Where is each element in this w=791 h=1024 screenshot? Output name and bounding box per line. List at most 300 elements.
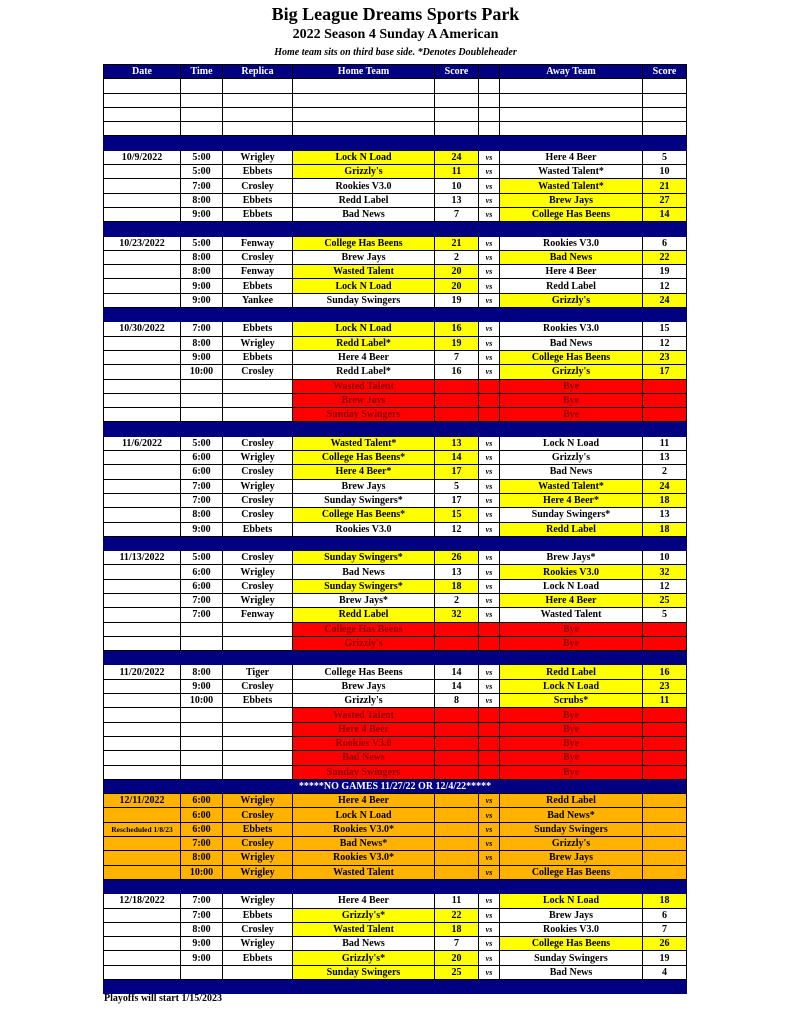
date-cell (104, 79, 181, 93)
time-cell: 7:00 (181, 894, 223, 908)
time-cell (181, 736, 223, 750)
home-score-cell: 5 (435, 479, 479, 493)
date-cell (104, 837, 181, 851)
home-score-cell: 18 (435, 922, 479, 936)
game-row (104, 236, 687, 250)
date-cell: 11/6/2022 (104, 436, 181, 450)
field-cell: Crosley (223, 922, 293, 936)
home-team-cell: College Has Beens* (293, 508, 435, 522)
home-score-cell: 25 (435, 965, 479, 979)
away-score-cell: 11 (643, 694, 687, 708)
time-cell (181, 107, 223, 121)
away-team-cell: Rookies V3.0 (500, 922, 643, 936)
vs-cell: vs (479, 465, 500, 479)
header-home-score-cell: Score (435, 65, 479, 79)
vs-cell: vs (479, 207, 500, 221)
game-row (104, 179, 687, 193)
home-team-cell: Wasted Talent (293, 865, 435, 879)
home-score-cell (435, 79, 479, 93)
home-team-cell: Rookies V3.0 (293, 522, 435, 536)
away-score-cell: 24 (643, 293, 687, 307)
time-cell: 8:00 (181, 193, 223, 207)
away-score-cell: 4 (643, 965, 687, 979)
vs-cell (479, 622, 500, 636)
date-cell: 10/9/2022 (104, 150, 181, 164)
vs-cell: vs (479, 508, 500, 522)
date-cell (104, 951, 181, 965)
vs-cell: vs (479, 179, 500, 193)
away-score-cell: 23 (643, 350, 687, 364)
schedule-table (103, 64, 687, 994)
home-score-cell: 13 (435, 436, 479, 450)
home-score-cell: 14 (435, 665, 479, 679)
header-away-team-cell: Away Team (500, 65, 643, 79)
vs-cell: vs (479, 837, 500, 851)
away-score-cell: 7 (643, 922, 687, 936)
home-team-cell: Bad News (293, 937, 435, 951)
game-row (104, 336, 687, 350)
field-cell: Ebbets (223, 207, 293, 221)
bye-row (104, 393, 687, 407)
date-cell (104, 636, 181, 650)
date-cell (104, 408, 181, 422)
home-team-cell: Sunday Swingers* (293, 493, 435, 507)
away-team-cell: Brew Jays (500, 908, 643, 922)
home-score-cell: 19 (435, 336, 479, 350)
away-team-cell: Lock N Load (500, 579, 643, 593)
home-score-cell: 16 (435, 322, 479, 336)
home-team-cell: Bad News* (293, 837, 435, 851)
field-cell: Crosley (223, 551, 293, 565)
away-team-cell: Rookies V3.0 (500, 236, 643, 250)
field-cell: Wrigley (223, 479, 293, 493)
time-cell: 7:00 (181, 493, 223, 507)
bye-row (104, 636, 687, 650)
home-score-cell (435, 736, 479, 750)
home-team-cell: Sunday Swingers (293, 293, 435, 307)
time-cell (181, 379, 223, 393)
home-score-cell: 20 (435, 279, 479, 293)
time-cell (181, 722, 223, 736)
table-row (104, 93, 687, 107)
away-score-cell: 2 (643, 465, 687, 479)
date-cell (104, 350, 181, 364)
time-cell: 8:00 (181, 250, 223, 264)
away-score-cell: 12 (643, 279, 687, 293)
time-cell: 5:00 (181, 236, 223, 250)
vs-cell: vs (479, 336, 500, 350)
date-cell (104, 265, 181, 279)
home-team-cell: Sunday Swingers* (293, 551, 435, 565)
home-score-cell (435, 408, 479, 422)
vs-cell: vs (479, 493, 500, 507)
date-cell (104, 336, 181, 350)
away-team-cell: Here 4 Beer* (500, 493, 643, 507)
vs-cell: vs (479, 694, 500, 708)
time-cell: 9:00 (181, 350, 223, 364)
home-score-cell (435, 794, 479, 808)
date-cell (104, 93, 181, 107)
game-row (104, 679, 687, 693)
rescheduled-row (104, 851, 687, 865)
away-team-cell: Bye (500, 622, 643, 636)
vs-cell: vs (479, 365, 500, 379)
away-score-cell: 12 (643, 336, 687, 350)
separator-row (104, 308, 687, 322)
home-score-cell (435, 822, 479, 836)
bye-row (104, 751, 687, 765)
away-score-cell: 22 (643, 250, 687, 264)
separator-cell (104, 651, 687, 665)
away-team-cell: Bye (500, 708, 643, 722)
away-team-cell (500, 107, 643, 121)
game-row (104, 565, 687, 579)
separator-cell (104, 980, 687, 994)
page-title: Big League Dreams Sports Park (271, 4, 520, 24)
field-cell: Crosley (223, 508, 293, 522)
field-cell: Wrigley (223, 794, 293, 808)
time-cell: 6:00 (181, 579, 223, 593)
date-cell (104, 293, 181, 307)
home-team-cell: Wasted Talent (293, 922, 435, 936)
away-team-cell: Grizzly's (500, 451, 643, 465)
field-cell: Wrigley (223, 565, 293, 579)
home-team-cell: Here 4 Beer (293, 722, 435, 736)
game-row (104, 522, 687, 536)
away-team-cell: Bye (500, 379, 643, 393)
home-score-cell (435, 751, 479, 765)
time-cell: 8:00 (181, 665, 223, 679)
date-cell (104, 522, 181, 536)
away-score-cell (643, 794, 687, 808)
field-cell: Ebbets (223, 193, 293, 207)
away-score-cell (643, 408, 687, 422)
away-score-cell (643, 722, 687, 736)
game-row (104, 951, 687, 965)
away-score-cell (643, 851, 687, 865)
home-score-cell: 2 (435, 593, 479, 607)
home-team-cell: Here 4 Beer (293, 894, 435, 908)
vs-cell: vs (479, 922, 500, 936)
away-team-cell: Sunday Swingers* (500, 508, 643, 522)
field-cell (223, 622, 293, 636)
away-team-cell (500, 122, 643, 136)
field-cell: Wrigley (223, 865, 293, 879)
away-team-cell: Grizzly's (500, 293, 643, 307)
away-team-cell: Lock N Load (500, 894, 643, 908)
time-cell: 8:00 (181, 336, 223, 350)
field-cell: Ebbets (223, 694, 293, 708)
date-cell (104, 679, 181, 693)
bye-row (104, 765, 687, 779)
time-cell (181, 622, 223, 636)
home-team-cell: Redd Label* (293, 336, 435, 350)
date-cell (104, 107, 181, 121)
time-cell: 7:00 (181, 608, 223, 622)
home-score-cell (435, 93, 479, 107)
date-cell (104, 922, 181, 936)
home-team-cell: Sunday Swingers* (293, 579, 435, 593)
home-score-cell (435, 765, 479, 779)
date-cell (104, 207, 181, 221)
away-score-cell (643, 93, 687, 107)
away-team-cell: Bye (500, 722, 643, 736)
separator-row (104, 980, 687, 994)
home-team-cell: Redd Label* (293, 365, 435, 379)
rescheduled-row (104, 794, 687, 808)
date-cell (104, 694, 181, 708)
date-cell (104, 508, 181, 522)
time-cell: 9:00 (181, 293, 223, 307)
home-score-cell: 14 (435, 451, 479, 465)
separator-row (104, 879, 687, 893)
date-cell (104, 722, 181, 736)
date-cell: 10/30/2022 (104, 322, 181, 336)
game-row (104, 937, 687, 951)
game-row (104, 694, 687, 708)
vs-cell: vs (479, 565, 500, 579)
away-score-cell (643, 736, 687, 750)
away-score-cell: 19 (643, 951, 687, 965)
vs-cell (479, 636, 500, 650)
header-vs-cell (479, 65, 500, 79)
bye-row (104, 722, 687, 736)
vs-cell (479, 107, 500, 121)
home-score-cell (435, 722, 479, 736)
vs-cell: vs (479, 236, 500, 250)
separator-cell (104, 879, 687, 893)
time-cell: 7:00 (181, 593, 223, 607)
time-cell: 9:00 (181, 279, 223, 293)
home-score-cell: 18 (435, 579, 479, 593)
time-cell (181, 751, 223, 765)
home-team-cell: Here 4 Beer (293, 350, 435, 364)
home-team-cell: Lock N Load (293, 808, 435, 822)
home-score-cell: 13 (435, 193, 479, 207)
time-cell (181, 765, 223, 779)
away-score-cell (643, 379, 687, 393)
game-row (104, 265, 687, 279)
game-row (104, 365, 687, 379)
home-team-cell: Wasted Talent (293, 708, 435, 722)
vs-cell (479, 751, 500, 765)
date-cell (104, 565, 181, 579)
game-row (104, 465, 687, 479)
field-cell: Fenway (223, 236, 293, 250)
date-cell: Rescheduled 1/8/23 (104, 822, 181, 836)
away-score-cell: 18 (643, 522, 687, 536)
vs-cell: vs (479, 894, 500, 908)
away-team-cell: Wasted Talent* (500, 479, 643, 493)
date-cell (104, 122, 181, 136)
home-team-cell: Lock N Load (293, 150, 435, 164)
field-cell (223, 93, 293, 107)
away-score-cell: 13 (643, 508, 687, 522)
vs-cell: vs (479, 350, 500, 364)
date-cell (104, 379, 181, 393)
time-cell: 6:00 (181, 794, 223, 808)
home-team-cell: College Has Beens (293, 236, 435, 250)
game-row (104, 293, 687, 307)
home-team-cell: Brew Jays (293, 393, 435, 407)
vs-cell: vs (479, 150, 500, 164)
away-score-cell (643, 808, 687, 822)
home-score-cell: 20 (435, 951, 479, 965)
field-cell: Crosley (223, 465, 293, 479)
field-cell: Ebbets (223, 908, 293, 922)
date-cell (104, 179, 181, 193)
home-team-cell: Grizzly's* (293, 951, 435, 965)
away-score-cell (643, 636, 687, 650)
time-cell: 5:00 (181, 150, 223, 164)
away-team-cell: Wasted Talent* (500, 165, 643, 179)
home-team-cell: Sunday Swingers (293, 765, 435, 779)
vs-cell: vs (479, 951, 500, 965)
game-row (104, 508, 687, 522)
date-cell (104, 279, 181, 293)
home-team-cell: Here 4 Beer* (293, 465, 435, 479)
away-team-cell: Sunday Swingers (500, 822, 643, 836)
date-cell (104, 365, 181, 379)
bye-row (104, 736, 687, 750)
away-score-cell: 13 (643, 451, 687, 465)
time-cell: 8:00 (181, 508, 223, 522)
header-time-cell: Time (181, 65, 223, 79)
away-score-cell: 6 (643, 236, 687, 250)
field-cell (223, 736, 293, 750)
field-cell: Wrigley (223, 451, 293, 465)
away-score-cell (643, 822, 687, 836)
home-score-cell: 22 (435, 908, 479, 922)
home-score-cell: 16 (435, 365, 479, 379)
time-cell: 7:00 (181, 479, 223, 493)
game-row (104, 894, 687, 908)
field-cell: Ebbets (223, 322, 293, 336)
home-score-cell (435, 107, 479, 121)
vs-cell: vs (479, 808, 500, 822)
date-cell (104, 193, 181, 207)
home-score-cell: 20 (435, 265, 479, 279)
time-cell: 5:00 (181, 165, 223, 179)
time-cell: 10:00 (181, 694, 223, 708)
field-cell: Crosley (223, 436, 293, 450)
away-team-cell: Scrubs* (500, 694, 643, 708)
home-team-cell: Rookies V3.0 (293, 179, 435, 193)
vs-cell: vs (479, 479, 500, 493)
away-team-cell: Bye (500, 751, 643, 765)
separator-cell (104, 536, 687, 550)
separator-row (104, 222, 687, 236)
home-team-cell: Wasted Talent* (293, 436, 435, 450)
game-row (104, 965, 687, 979)
home-team-cell: Brew Jays (293, 250, 435, 264)
field-cell: Fenway (223, 265, 293, 279)
away-team-cell: Bye (500, 408, 643, 422)
date-cell: 10/23/2022 (104, 236, 181, 250)
home-score-cell: 13 (435, 565, 479, 579)
home-score-cell (435, 865, 479, 879)
time-cell: 9:00 (181, 522, 223, 536)
home-score-cell (435, 851, 479, 865)
away-team-cell: Grizzly's (500, 837, 643, 851)
home-score-cell: 32 (435, 608, 479, 622)
vs-cell (479, 722, 500, 736)
away-score-cell (643, 708, 687, 722)
field-cell: Wrigley (223, 336, 293, 350)
game-row (104, 350, 687, 364)
date-cell (104, 579, 181, 593)
home-team-cell: Sunday Swingers (293, 408, 435, 422)
time-cell: 6:00 (181, 451, 223, 465)
game-row (104, 551, 687, 565)
game-row (104, 322, 687, 336)
date-cell (104, 865, 181, 879)
away-team-cell: Bad News (500, 250, 643, 264)
home-score-cell: 11 (435, 894, 479, 908)
field-cell (223, 408, 293, 422)
away-score-cell: 26 (643, 937, 687, 951)
away-team-cell: College Has Beens (500, 207, 643, 221)
vs-cell: vs (479, 522, 500, 536)
vs-cell: vs (479, 851, 500, 865)
banner-text: *****NO GAMES 11/27/22 OR 12/4/22***** (104, 779, 687, 793)
date-cell (104, 493, 181, 507)
field-cell: Fenway (223, 608, 293, 622)
time-cell: 8:00 (181, 265, 223, 279)
home-team-cell: Redd Label (293, 608, 435, 622)
separator-cell (104, 222, 687, 236)
separator-row (104, 422, 687, 436)
separator-row (104, 136, 687, 150)
away-team-cell: Here 4 Beer (500, 150, 643, 164)
away-score-cell (643, 79, 687, 93)
field-cell: Crosley (223, 493, 293, 507)
vs-cell: vs (479, 822, 500, 836)
date-cell (104, 465, 181, 479)
home-team-cell (293, 79, 435, 93)
away-score-cell: 17 (643, 365, 687, 379)
field-cell (223, 122, 293, 136)
home-team-cell: Rookies V3.0* (293, 822, 435, 836)
game-row (104, 150, 687, 164)
away-score-cell: 14 (643, 207, 687, 221)
home-team-cell (293, 122, 435, 136)
field-cell (223, 393, 293, 407)
game-row (104, 451, 687, 465)
field-cell: Crosley (223, 808, 293, 822)
game-row (104, 579, 687, 593)
vs-cell: vs (479, 593, 500, 607)
time-cell: 10:00 (181, 865, 223, 879)
away-score-cell: 15 (643, 322, 687, 336)
vs-cell: vs (479, 165, 500, 179)
time-cell: 9:00 (181, 937, 223, 951)
field-cell: Ebbets (223, 951, 293, 965)
away-team-cell (500, 93, 643, 107)
date-cell (104, 937, 181, 951)
bye-row (104, 708, 687, 722)
vs-cell: vs (479, 865, 500, 879)
date-cell (104, 250, 181, 264)
vs-cell: vs (479, 608, 500, 622)
home-team-cell: Wasted Talent (293, 265, 435, 279)
field-cell: Tiger (223, 665, 293, 679)
home-team-cell: Sunday Swingers (293, 965, 435, 979)
away-team-cell: Bye (500, 393, 643, 407)
home-team-cell (293, 93, 435, 107)
field-cell (223, 708, 293, 722)
home-team-cell (293, 107, 435, 121)
